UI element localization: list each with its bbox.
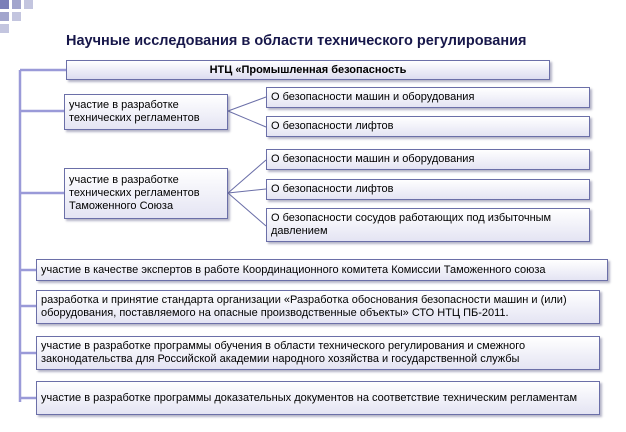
group-2-child-3: О безопасности сосудов работающих под избыточным давлением [266, 208, 590, 242]
item-box-4: участие в разработке программы доказательных документов на соответствие техническим регламентам [36, 381, 600, 415]
group-box-2: участие в разработке технических регламентов Таможенного Союза [64, 168, 228, 219]
diagram-title: Научные исследования в области технического регулирования [66, 33, 527, 49]
header-box: НТЦ «Промышленная безопасность [66, 60, 550, 80]
item-box-2: разработка и принятие стандарта организации «Разработка обоснования безопасности машин и (или) оборудования, поставляемого на опасные производственные объекты» СТО НТЦ ПБ-2011. [36, 290, 600, 324]
group-box-1: участие в разработке технических регламентов [64, 94, 228, 130]
item-box-3: участие в разработке программы обучения в области технического регулирования и смежного законодательства для Российской академии народного хозяйства и государственной службы [36, 336, 600, 370]
group-1-child-1: О безопасности машин и оборудования [266, 87, 590, 108]
group-2-child-2: О безопасности лифтов [266, 179, 590, 200]
group-1-child-2: О безопасности лифтов [266, 116, 590, 137]
group-2-child-1: О безопасности машин и оборудования [266, 149, 590, 170]
item-box-1: участие в качестве экспертов в работе Координационного комитета Комиссии Таможенного союза [36, 259, 608, 281]
